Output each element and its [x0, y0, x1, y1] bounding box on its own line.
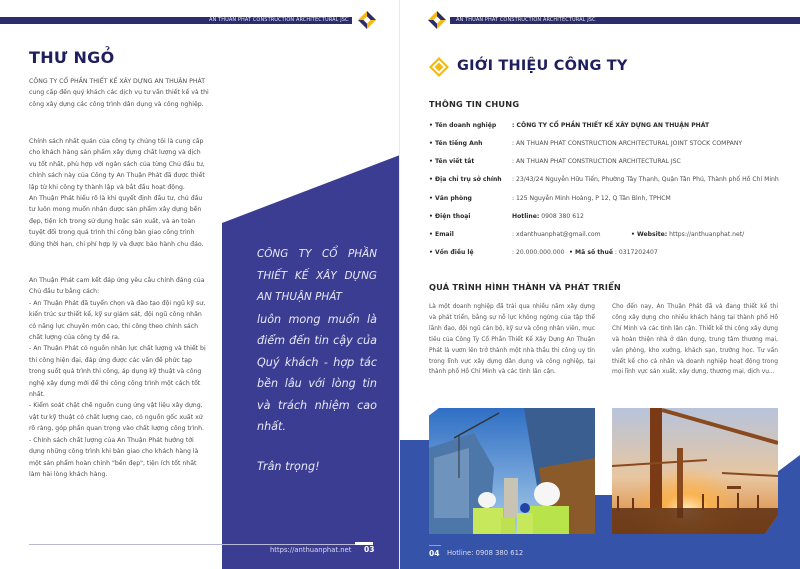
info-value: : AN THUAN PHAT CONSTRUCTION ARCHITECTURAL JSC	[512, 158, 681, 165]
info-label: • Tên doanh nghiệp	[429, 122, 496, 129]
history-column-2: Cho đến nay, An Thuận Phát đã và đang thiết kế thi công xây dựng cho nhiều khách hàng tại thành phố Hồ Chí Minh và các tỉnh lân cận. Thiết kế thi công xây dựng và hoàn thiện nhà ở dân dụng, trung tâm thương mại, văn phòng, kho xưởng, khách sạn, trường học. Tư vấn thiết kế cho cá nhân và doanh nghiệp hoạt động trong mọi lĩnh vực sản xuất, xây dựng, thương mại, dịch vụ...	[612, 304, 778, 376]
info-label: • Tên tiếng Anh	[429, 140, 483, 147]
understanding-text: An Thuận Phát hiểu rõ là khi quyết định đầu tư, chủ đầu tư luôn mong muốn nhận được sản phẩm xây dựng bền đẹp, tiện ích trong sử dụng hoặc sản xuất, và an toàn tuyệt đối trong quá trình thi công bàn giao công trình đúng thời hạn, chi phí hợp lý và được bảo hành chu đáo.	[29, 195, 204, 248]
info-value: : 23/43/24 Nguyễn Hữu Tiến, Phường Tây Thạnh, Quận Tân Phú, Thành phố Hồ Chí Minh	[512, 176, 779, 183]
commitment-item: - Kiểm soát chặt chẽ nguồn cung ứng vật liệu xây dựng, vật tư kỹ thuật có chất lượng cao, có nguồn gốc xuất xứ rõ ràng, góp phần quan trọng vào chất lượng công trình.	[29, 402, 204, 433]
cranes-at-sunset-photo	[612, 408, 778, 534]
policy-text: Chính sách nhất quán của công ty chúng tôi là cung cấp cho khách hàng sản phẩm xây dựng chất lượng và dịch vụ tốt nhất, phù hợp với ngân sách của từng Chủ đầu tư, chính sách này của Công ty An Thuận Phát đã được thiết lập từ khi công ty thành lập và bắt đầu hoạt động.	[29, 138, 205, 191]
hotline-label: Hotline:	[512, 213, 540, 220]
header-company-name: AN THUAN PHAT CONSTRUCTION ARCHITECTURAL JSC	[209, 17, 349, 23]
tax-code-label: Mã số thuế	[575, 249, 613, 256]
quote-company-name: CÔNG TY CỔ PHẦN THIẾT KẾ XÂY DỰNG AN THUẬN PHÁT	[257, 248, 377, 303]
commitments-intro: An Thuận Phát cam kết đáp ứng yêu cầu chính đáng của Chủ đầu tư bằng cách:	[29, 277, 205, 296]
info-value: : CÔNG TY CỔ PHẦN THIẾT KẾ XÂY DỰNG AN THUẬN PHÁT	[512, 122, 710, 129]
info-label: • Điện thoại	[429, 213, 470, 220]
page-number: 03	[364, 545, 375, 554]
info-label: • Văn phòng	[429, 195, 472, 202]
info-label: • Email	[429, 231, 454, 238]
diamond-logo-icon	[428, 11, 446, 29]
info-label: • Địa chỉ trụ sở chính	[429, 176, 502, 183]
page-title: GIỚI THIỆU CÔNG TY	[457, 58, 628, 74]
company-quote	[257, 244, 377, 438]
quote-text: luôn mong muốn là điểm đến tin cậy của Quý khách - hợp tác bền lâu với lòng tin và trách nhiệm cao nhất.	[257, 312, 377, 433]
website-link[interactable]: https://anthuanphat.net/	[667, 231, 745, 238]
hotline-number[interactable]: 0908 380 612	[539, 213, 584, 220]
info-value: : 125 Nguyễn Minh Hoàng, P 12, Q Tân Bình, TPHCM	[512, 195, 671, 202]
website-label: Website:	[637, 231, 668, 238]
footer-hotline: Hotline: 0908 380 612	[447, 549, 524, 557]
info-value: : 20.000.000.000	[512, 249, 565, 256]
policy-paragraph	[29, 136, 209, 250]
diamond-bullet-icon	[429, 57, 449, 77]
section-title-general-info: THÔNG TIN CHUNG	[429, 99, 520, 109]
email-link[interactable]: : xdanthuanphat@gmail.com	[512, 231, 601, 238]
footer-line-accent	[429, 545, 441, 546]
engineers-at-construction-site-photo	[429, 408, 595, 534]
tax-code-info: • Mã số thuế : 0317202407	[569, 249, 658, 256]
right-page	[400, 0, 800, 569]
commitment-item: - An Thuận Phát có nguồn nhân lực chất lượng và thiết bị thi công hiện đại, đáp ứng được các vấn đề phức tạp trong suốt quá trình thi công, áp dụng kỹ thuật và công nghệ xây dựng mới để thi công công trình một cách tốt nhất.	[29, 345, 206, 399]
commitment-item: - An Thuận Phát đã tuyển chọn và đào tạo đội ngũ kỹ sư, kiến trúc sư thiết kế, kỹ sư giám sát, đội ngũ công nhân có năng lực chuyên môn cao, thi công theo chính sách chất lượng của công ty đề ra.	[29, 299, 206, 342]
info-value	[512, 213, 584, 220]
diamond-logo-icon	[358, 11, 376, 29]
signoff: Trân trọng!	[257, 460, 320, 473]
footer-website-link[interactable]: https://anthuanphat.net	[270, 546, 352, 554]
page-title: THƯ NGỎ	[29, 48, 115, 67]
history-column-1: Là một doanh nghiệp đã trải qua nhiều năm xây dựng và phát triển, bằng sự nỗ lực không ngừng của tập thể lãnh đạo, đội ngũ cán bộ, kỹ sư và công nhân viên, mục tiêu của Công Ty Cổ Phần Thiết Kế Xây Dựng An Thuận Phát là vươn lên trở thành một nhà thầu thi công uy tín trong lĩnh vực xây dựng dân dụng và công nghiệp, tại thành phố Hồ Chí Minh và các tỉnh lân cận.	[429, 304, 595, 376]
info-label: • Vốn điều lệ	[429, 249, 474, 256]
commitment-item: - Chính sách chất lượng của An Thuận Phát hướng tới dựng những công trình khi bàn giao cho khách hàng là một sản phẩm hoàn chỉnh "bền đẹp", tiện ích tốt nhất làm hài lòng khách hàng.	[29, 436, 199, 478]
section-title-history: QUÁ TRÌNH HÌNH THÀNH VÀ PHÁT TRIỂN	[429, 282, 621, 292]
website-info: • Website: https://anthuanphat.net/	[631, 231, 745, 238]
info-label: • Tên viết tắt	[429, 158, 474, 165]
header-company-name: AN THUAN PHAT CONSTRUCTION ARCHITECTURAL JSC	[456, 17, 596, 23]
intro-paragraph: CÔNG TY CỔ PHẦN THIẾT KẾ XÂY DỰNG AN THUẬN PHÁT cung cấp đến quý khách các dịch vụ tư vấn thiết kế và thi công xây dựng các công trình dân dụng và công nghiệp.	[29, 78, 209, 108]
footer-line	[29, 544, 371, 545]
tax-code-value: : 0317202407	[613, 249, 658, 256]
info-value: : AN THUAN PHAT CONSTRUCTION ARCHITECTURAL JOINT STOCK COMPANY	[512, 140, 743, 147]
commitments	[29, 275, 209, 480]
page-number: 04	[429, 549, 440, 558]
